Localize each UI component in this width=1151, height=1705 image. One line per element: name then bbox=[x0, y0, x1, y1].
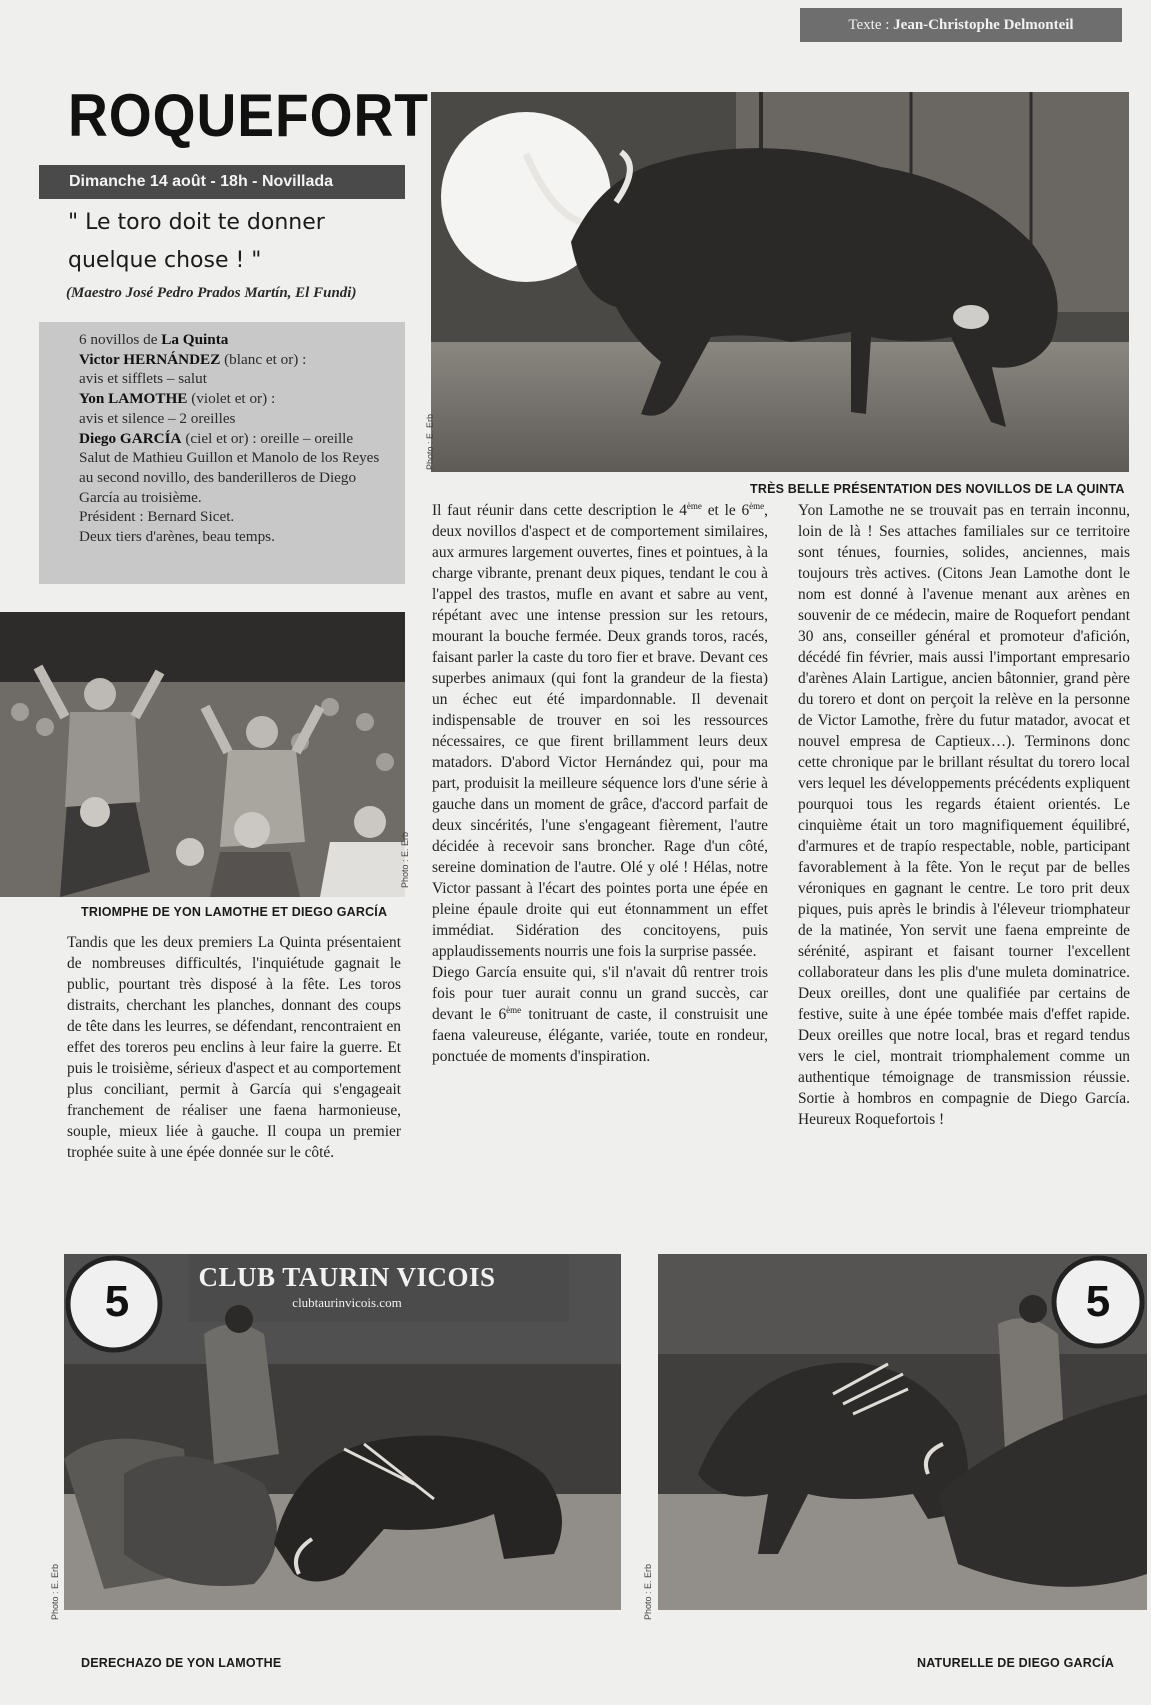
page-title: ROQUEFORT bbox=[68, 82, 429, 149]
column-2-paragraph-2 bbox=[432, 962, 768, 1067]
photo-credit-left: Photo : E. Erb bbox=[400, 831, 410, 888]
naturelle-photo-art bbox=[658, 1254, 1147, 1610]
col2-text-a3: , deux novillos d'aspect et de comportement similaires, aux armures largement ouvertes, fines et pointues, à la charge vibrante, prenant deux piques, tendant le cou à l'appel des trastos, mufle en avant et sabre au vent, répétant avec une intense pression sur les retours, mourant la bouche fermée. Deux grands toros, racés, faisant parler la caste du toro fier et brave. Devant ces superbes animaux (qui font la grandeur de la fiesta) un échec eut été impardonnable. Il devenait indispensable de trouver en soi les ressources nécessaires, ce que firent brillamment leurs deux matadors. D'abord Victor Hernández qui, pour ma part, produisit la meilleure séquence lors d'une série à gauche dans un moment de grâce, d'accord parfait de deux sincérités, l'une s'engageant fièrement, l'autre décidée à recevoir sans broncher. Rage d'un côté, sereine domination de l'autre. Olé y olé ! Hélas, notre Victor passant à l'écart des pointes porta une épée en pleine épaule droite qui eut étonnamment un effet immédiat. Sidération des concitoyens, puis applaudissements nourris une fois la surprise passée. bbox=[432, 502, 768, 960]
salut-text: Salut de Mathieu Guillon et Manolo de los Reyes au second novillo, des banderilleros de Diego García au troisième. bbox=[79, 449, 380, 506]
lamothe-line bbox=[79, 389, 385, 409]
col2-text-a2: et le 6 bbox=[701, 502, 750, 519]
ganaderia-name: La Quinta bbox=[161, 331, 229, 348]
torero-garcia: Diego GARCÍA bbox=[79, 429, 182, 447]
novillos-line bbox=[79, 330, 385, 350]
caption-left-photo: TRIOMPHE DE YON LAMOTHE ET DIEGO GARCÍA bbox=[81, 905, 388, 919]
club-banner-site: clubtaurinvicois.com bbox=[292, 1295, 402, 1310]
byline-author: Jean-Christophe Delmonteil bbox=[893, 17, 1074, 33]
col2-text-b2: tonitruant de caste, il construisit une faena valeureuse, élégante, variée, toute en rondeur, ponctuée de moments d'inspiration. bbox=[432, 1006, 768, 1065]
photo-credit-bottom-right: Photo : E. Erb bbox=[643, 1563, 653, 1620]
lamothe-suit: (violet et or) : bbox=[187, 390, 276, 408]
caption-top-photo: TRÈS BELLE PRÉSENTATION DES NOVILLOS DE LA QUINTA bbox=[750, 482, 1125, 496]
torero-lamothe: Yon LAMOTHE bbox=[79, 390, 188, 408]
logo-number-left: 5 bbox=[104, 1277, 130, 1326]
torero-hernandez: Victor HERNÁNDEZ bbox=[79, 350, 221, 368]
column-1-text: Tandis que les deux premiers La Quinta présentaient de nombreuses difficultés, l'inquiétude gagnait le public, pourtant très disposé à la fête. Les toros distraits, cherchant les planches, donnant des coups de tête dans les leurres, se défendant, rencontraient en effet des toreros peu enclins à leur faire la guerre. Et puis le troisième, sérieux d'aspect et au comportement plus conciliant, permit à García qui s'engageait franchement de réaliser une faena harmonieuse, souple, mieux liée à gauche. Il coupa un premier trophée suite à une épée donnée sur le côté. bbox=[67, 934, 401, 1161]
president-text: Président : Bernard Sicet. bbox=[79, 508, 235, 526]
column-3-text: Yon Lamothe ne se trouvait pas en terrain inconnu, loin de là ! Ses attaches familiales sur ce territoire sont ténues, fournies, solides, anciennes, mais toujours très actives. (Citons Jean Lamothe dont le nom est donné à l'avenue menant aux arènes en souvenir de ce médecin, maire de Roquefort pendant 30 ans, conseiller général et promoteur d'afición, décédé fin février, mais aussi l'important empresario d'arènes Alain Lartigue, ancien bâtonnier, grand père du torero et dont on perçoit la relève en la personne de Victor Lamothe, frère du futur matador, avocat et nouvel empresa de Captieux…). Terminons donc cette chronique par le brillant résultat du torero local vers lequel les développements précédents expliquent pourquoi tous les regards étaient orientés. Le cinquième était un toro magnifiquement équilibré, d'armures et de trapío respectable, noble, participant favorablement à la fête. Yon le reçut par de belles véroniques en gagnant le centre. Le toro prit deux piques, puis après le brindis à l'éleveur triomphateur de la matinée, Yon servit une faena empreinte de sérénité, aspirant et faisant tourner l'excellent collaborateur dans les plis d'une muleta dominatrice. Deux oreilles, dont une qualifiée par certains de festive, suite à une épée tombée mais d'effet rapide. Deux oreilles que notre local, bras et regard tendus vers le ciel, montrait triomphalement comme un authentique témoignage de transmission réussie. Sortie à hombros en compagnie de Diego García. Heureux Roquefortois ! bbox=[798, 502, 1130, 1128]
weather-text: Deux tiers d'arènes, beau temps. bbox=[79, 528, 275, 546]
superscript-6eme: ème bbox=[749, 500, 765, 511]
article-column-2 bbox=[432, 500, 768, 1067]
club-banner bbox=[190, 1260, 504, 1320]
triumph-photo-art bbox=[0, 612, 405, 897]
novillos-count: 6 novillos de bbox=[79, 331, 162, 348]
hernandez-suit: (blanc et or) : bbox=[220, 350, 307, 368]
caption-bottom-left: DERECHAZO DE YON LAMOTHE bbox=[81, 1656, 282, 1670]
result-infobox bbox=[39, 322, 405, 584]
superscript-6eme-b: ème bbox=[506, 1004, 522, 1015]
photo-credit-top: Photo : E. Erb bbox=[425, 413, 435, 470]
date-band: Dimanche 14 août - 18h - Novillada bbox=[39, 165, 405, 199]
naturelle-photo bbox=[658, 1254, 1147, 1610]
quote-line-2: quelque chose ! " bbox=[68, 248, 262, 273]
bull-photo-art bbox=[431, 92, 1129, 472]
column-2-paragraph-1 bbox=[432, 500, 768, 962]
club-banner-title: CLUB TAURIN VICOIS bbox=[198, 1262, 496, 1292]
col2-text-a1: Il faut réunir dans cette description le 4 bbox=[432, 502, 687, 519]
byline-prefix: Texte : bbox=[848, 17, 894, 33]
lamothe-result: avis et silence – 2 oreilles bbox=[79, 409, 236, 427]
triumph-photo bbox=[0, 612, 405, 897]
quote-line-1: " Le toro doit te donner bbox=[68, 210, 325, 235]
photo-credit-bottom-left: Photo : E. Erb bbox=[50, 1563, 60, 1620]
hernandez-line bbox=[79, 350, 385, 370]
bull-photo bbox=[431, 92, 1129, 472]
handwritten-quote bbox=[68, 204, 408, 280]
garcia-line bbox=[79, 429, 385, 449]
superscript-4eme: ème bbox=[686, 500, 702, 511]
logo-number-right: 5 bbox=[1085, 1277, 1111, 1326]
garcia-result: (ciel et or) : oreille – oreille bbox=[181, 429, 354, 447]
col2-text-b1: Diego García ensuite qui, s'il n'avait dû rentrer trois fois pour tuer aurait connu un grand succès, car devant le 6 bbox=[432, 964, 768, 1023]
article-column-1 bbox=[67, 932, 401, 1163]
hernandez-result: avis et sifflets – salut bbox=[79, 370, 207, 388]
quote-attribution: (Maestro José Pedro Prados Martín, El Fundi) bbox=[66, 285, 357, 301]
article-column-3 bbox=[798, 500, 1130, 1130]
author-byline bbox=[800, 8, 1122, 42]
caption-bottom-right: NATURELLE DE DIEGO GARCÍA bbox=[917, 1656, 1115, 1670]
